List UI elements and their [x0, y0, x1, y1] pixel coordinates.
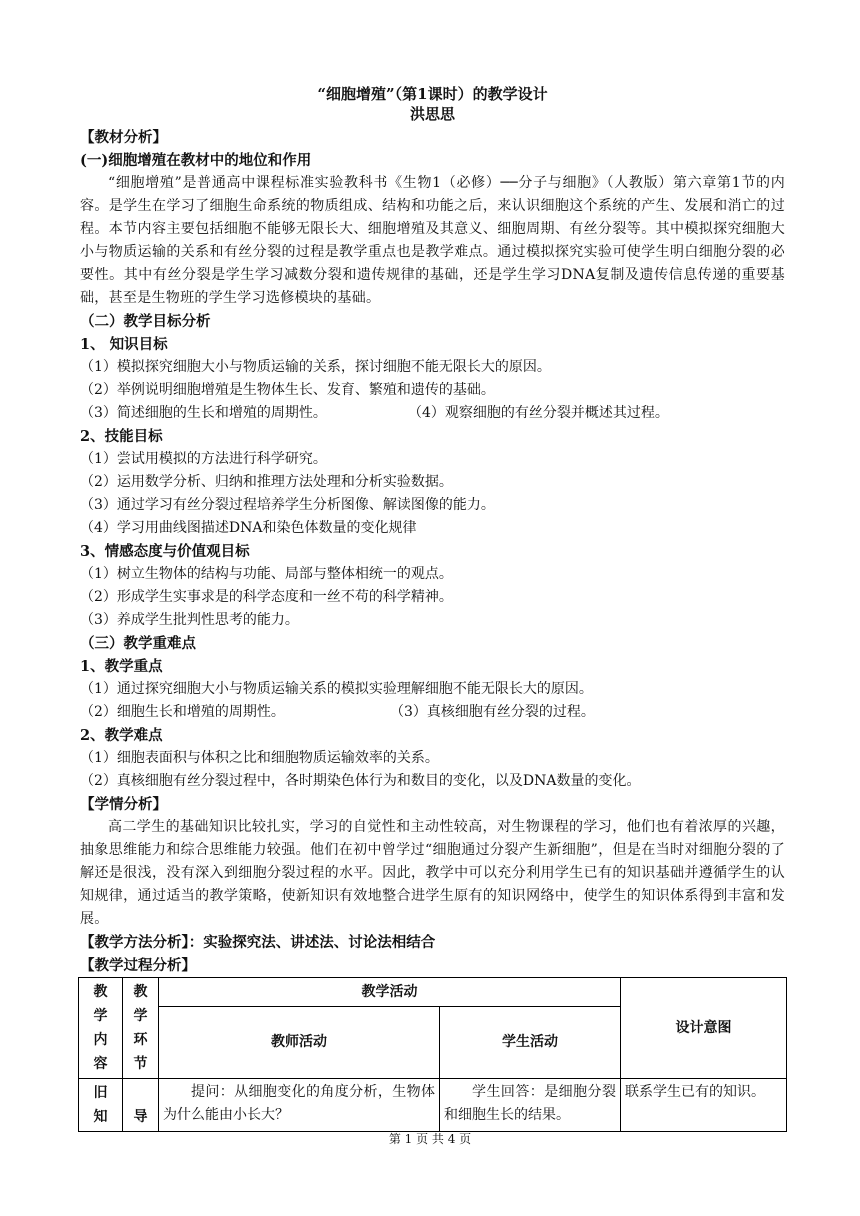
cell-intent: 联系学生已有的知识。: [621, 1079, 787, 1132]
list-item: （1）树立生物体的结构与功能、局部与整体相统一的观点。: [80, 566, 453, 582]
key-difficulty-title: 2、教学难点: [80, 727, 163, 744]
header-activity: 教学活动: [159, 978, 621, 1007]
list-item: （1）尝试用模拟的方法进行科学研究。: [80, 451, 327, 467]
document-page: [80, 84, 785, 1132]
list-item: （2）细胞生长和增殖的周期性。: [80, 704, 285, 720]
list-item: （4）学习用曲线图描述DNA和染色体数量的变化规律: [80, 520, 417, 536]
list-item-pair: [80, 402, 785, 425]
list-item: （1）模拟探究细胞大小与物质运输的关系，探讨细胞不能无限长大的原因。: [80, 359, 551, 375]
paragraph-position: “细胞增殖”是普通高中课程标准实验教科书《生物1（必修）──分子与细胞》（人教版）第六章第1节的内容。是学生在学习了细胞生命系统的物质组成、结构和功能之后，来认识细胞这个系统的产生、发展和消亡的过程。本节内容主要包括细胞不能够无限长大、细胞增殖及其意义、细胞周期、有丝分裂等。其中模拟探究细胞大小与物质运输的关系和有丝分裂的过程是教学重点也是教学难点。通过模拟探究实验可使学生明白细胞分裂的必要性。其中有丝分裂是学生学习减数分裂和遗传规律的基础，还是学生学习DNA复制及遗传信息传递的重要基础，甚至是生物班的学生学习选修模块的基础。: [80, 175, 785, 306]
doc-author: 洪思思: [409, 105, 455, 123]
paragraph-student: 高二学生的基础知识比较扎实，学习的自觉性和主动性较高，对生物课程的学习，他们也有着浓厚的兴趣，抽象思维能力和综合思维能力较强。他们在初中曾学过“细胞通过分裂产生新细胞”，但是在当时对细胞分裂的了解还是很浅，没有深入到细胞分裂过程的水平。因此，教学中可以充分利用学生已有的知识基础并遵循学生的认知规律，通过适当的教学策略，使新知识有效地整合进学生原有的知识网络中，使学生的知识体系得到丰富和发展。: [80, 819, 785, 927]
cell-teacher: [159, 1079, 440, 1132]
list-item: （3）通过学习有丝分裂过程培养学生分析图像、解读图像的能力。: [80, 497, 495, 513]
doc-title: “细胞增殖”（第1课时）的教学设计: [317, 85, 548, 103]
subsection-position: (一)细胞增殖在教材中的地位和作用: [80, 152, 312, 169]
section-material: 【教材分析】: [80, 129, 167, 146]
section-method: 【教学方法分析】：实验探究法、讲述法、讨论法相结合: [80, 934, 436, 951]
process-table: [78, 977, 787, 1132]
list-item: （3）真核细胞有丝分裂的过程。: [390, 704, 595, 720]
list-item: （1）通过探究细胞大小与物质运输关系的模拟实验理解细胞不能无限长大的原因。: [80, 681, 593, 697]
header-step: 教学环节: [123, 978, 159, 1079]
list-item: （2）运用数学分析、归纳和推理方法处理和分析实验数据。: [80, 474, 453, 490]
header-intent: 设计意图: [621, 978, 787, 1079]
list-item: （2）形成学生实事求是的科学态度和一丝不苟的科学精神。: [80, 589, 453, 605]
header-content: 教学内容: [79, 978, 123, 1079]
list-item: （2）举例说明细胞增殖是生物体生长、发育、繁殖和遗传的基础。: [80, 382, 495, 398]
list-item: （3）简述细胞的生长和增殖的周期性。: [80, 405, 327, 421]
cell-step: 导: [123, 1079, 159, 1132]
subsection-key-points: （三）教学重难点: [80, 635, 196, 652]
list-item: （3）养成学生批判性思考的能力。: [80, 612, 299, 628]
section-process: 【教学过程分析】: [80, 957, 196, 974]
page-footer: 第 1 页 共 4 页: [388, 1132, 472, 1146]
section-student: 【学情分析】: [80, 796, 167, 813]
header-teacher: 教师活动: [159, 1007, 440, 1079]
subsection-goals: （二）教学目标分析: [80, 313, 211, 330]
student-activity-text: 学生回答：是细胞分裂和细胞生长的结果。: [444, 1084, 616, 1123]
goal-attitude-title: 3、情感态度与价值观目标: [80, 543, 250, 560]
teacher-activity-text: 提问：从细胞变化的角度分析，生物体为什么能由小长大？: [163, 1084, 435, 1123]
list-item: （4）观察细胞的有丝分裂并概述其过程。: [408, 405, 669, 421]
header-student: 学生活动: [440, 1007, 621, 1079]
cell-student: [440, 1079, 621, 1132]
goal-knowledge-title: 1、 知识目标: [80, 336, 168, 353]
list-item: （1）细胞表面积与体积之比和细胞物质运输效率的关系。: [80, 750, 439, 766]
list-item: （2）真核细胞有丝分裂过程中，各时期染色体行为和数目的变化，以及DNA数量的变化。: [80, 773, 641, 789]
cell-content: 旧知: [79, 1079, 123, 1132]
list-item-pair: [80, 701, 785, 724]
key-focus-title: 1、教学重点: [80, 658, 163, 675]
goal-skill-title: 2、技能目标: [80, 428, 163, 445]
